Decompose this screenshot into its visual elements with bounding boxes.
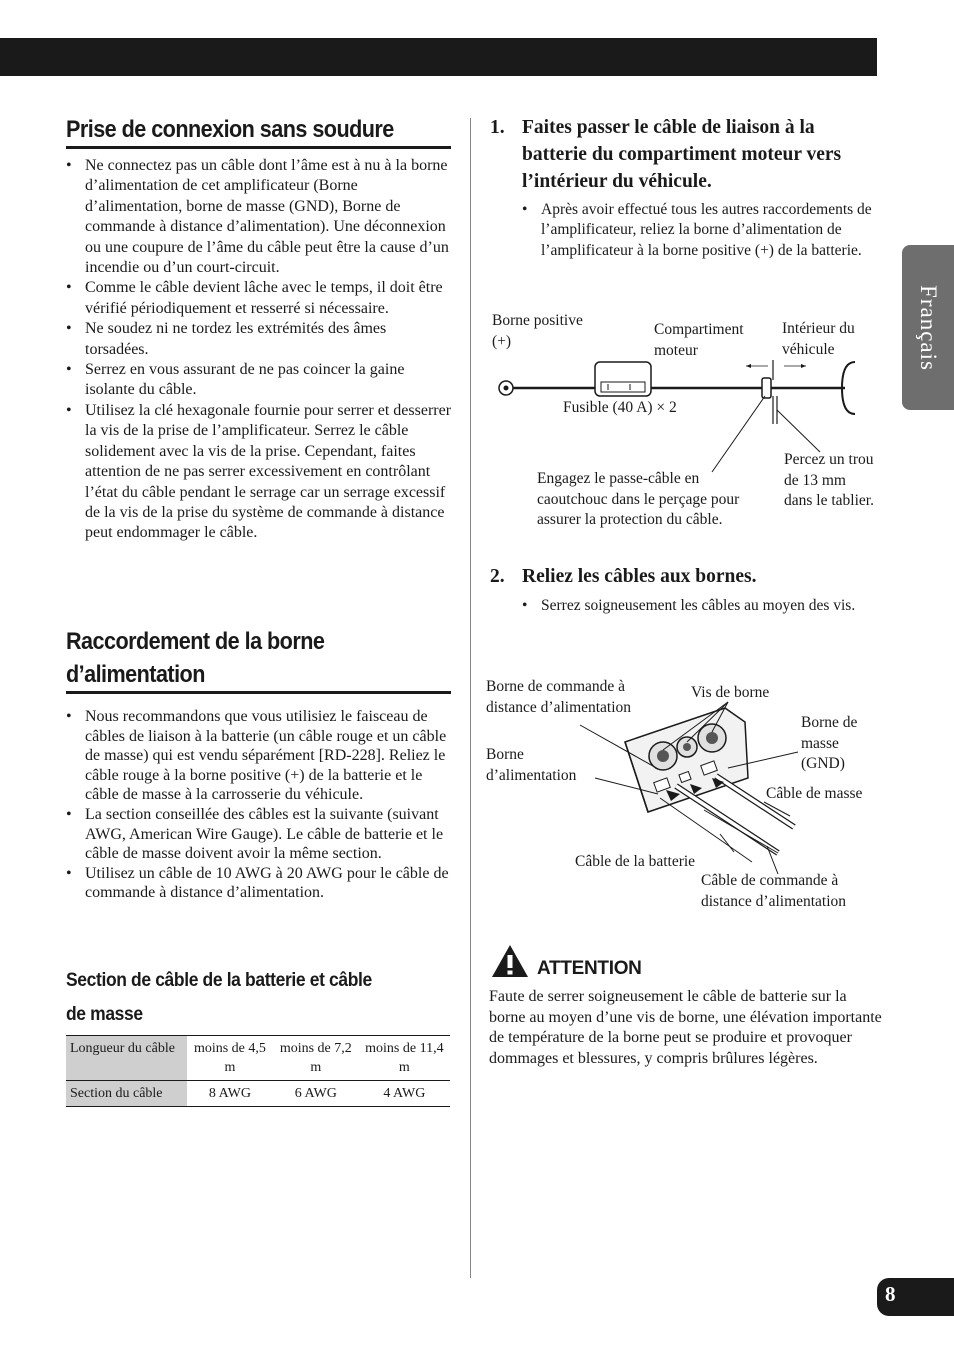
list-item: • Comme le câble devient lâche avec le temps, il doit être vérifié périodiquement et resserré si nécessaire. bbox=[66, 278, 452, 319]
label-fusible: Fusible (40 A) × 2 bbox=[563, 399, 677, 416]
label-cable-masse: Câble de masse bbox=[766, 785, 863, 802]
list-item: • Serrez soigneusement les câbles au moyen des vis. bbox=[522, 596, 867, 616]
table-row-header: Longueur du câble bbox=[66, 1036, 187, 1081]
list-item: • Nous recommandons que vous utilisiez le faisceau de câbles de liaison à la batterie (un câble rouge et un câble de masse) qui est vendu séparément [RD-228]. Reliez le câble rouge à la borne positive (+) de la batterie et le câble de masse à la carrosserie du véhicule. bbox=[66, 707, 452, 805]
page-number: 8 bbox=[885, 1282, 896, 1306]
attention-text: Faute de serrer soigneusement le câble de batterie sur la borne au moyen d’une vis de borne, une élévation importante de température de la borne peut se produire et provoquer dommages et blessures, y compris brûlures légères. bbox=[489, 988, 882, 1067]
label-compartiment: Compartiment moteur bbox=[654, 321, 744, 359]
label-masse: Borne de masse (GND) bbox=[801, 714, 858, 772]
label-borne-positive: Borne positive (+) bbox=[492, 312, 583, 350]
language-tab-label: Français bbox=[916, 284, 941, 371]
subsection-title-line: Section de câble de la batterie et câble bbox=[66, 970, 372, 991]
battery-terminal-hole bbox=[504, 386, 509, 391]
list-item: • Après avoir effectué tous les autres raccordements de l’amplificateur, reliez la borne d’alimentation de l’amplificateur à la borne positive (+) de la batterie. bbox=[522, 200, 874, 261]
section-rule bbox=[66, 691, 451, 694]
grommet bbox=[762, 378, 771, 398]
leader-line bbox=[712, 396, 765, 472]
table-cell: moins de 11,4 m bbox=[359, 1036, 450, 1081]
page-number-badge bbox=[877, 1278, 954, 1316]
step2-bullet-list bbox=[522, 596, 867, 616]
step1-bullet-list bbox=[522, 200, 874, 261]
table-cell: 4 AWG bbox=[359, 1081, 450, 1107]
language-tab bbox=[902, 245, 954, 410]
table-row bbox=[66, 1081, 450, 1107]
label-cable-batterie: Câble de la batterie bbox=[575, 853, 696, 870]
step-number: 2. bbox=[490, 566, 505, 587]
step-2 bbox=[490, 563, 875, 590]
section-title-line: d’alimentation bbox=[66, 661, 205, 688]
list-item: • La section conseillée des câbles est la suivante (suivant AWG, American Wire Gauge). Le câble de batterie et le câble de masse doivent avoir la même section. bbox=[66, 805, 452, 864]
attention-title: ATTENTION bbox=[537, 958, 642, 979]
label-cable-commande: Câble de commande à distance d’alimentation bbox=[701, 872, 847, 910]
table-cell: 8 AWG bbox=[187, 1081, 273, 1107]
soudure-bullet-list bbox=[66, 156, 452, 544]
label-interieur: Intérieur du véhicule bbox=[782, 320, 855, 358]
step-number: 1. bbox=[490, 117, 505, 138]
column-divider bbox=[470, 118, 471, 1278]
subsection-title bbox=[66, 964, 372, 1032]
table-row bbox=[66, 1036, 450, 1081]
table-cell: moins de 7,2 m bbox=[273, 1036, 359, 1081]
label-percez: Percez un trou de 13 mm dans le tablier. bbox=[784, 451, 874, 509]
list-item: • Utilisez un câble de 10 AWG à 20 AWG pour le câble de commande à distance d’alimentation. bbox=[66, 864, 452, 903]
table-row-header: Section du câble bbox=[66, 1081, 187, 1107]
table-cell: 6 AWG bbox=[273, 1081, 359, 1107]
label-vis: Vis de borne bbox=[691, 684, 770, 701]
cable-section-table bbox=[66, 1035, 450, 1107]
section-title-line: Raccordement de la borne bbox=[66, 628, 325, 655]
list-item: • Ne connectez pas un câble dont l’âme est à nu à la borne d’alimentation de cet amplificateur (Borne d’alimentation, borne de masse (GND), Borne de commande à distance d’alimentation). Une déconnexion ou une coupure de l’âme du câble peut être la cause d’un incendie ou d’un court-circuit. bbox=[66, 156, 452, 278]
label-engagez: Engagez le passe-câble en caoutchouc dans le perçage pour assurer la protection du câble. bbox=[537, 470, 740, 528]
list-item: • Utilisez la clé hexagonale fournie pour serrer et desserrer la vis de la prise de l’amplificateur. Serrez le câble solidement avec la vis de la prise. Cependant, faites attention de ne pas serrer excessivement en contrôlant l’état du câble pendant le serrage car un serrage excessif de la vis de la prise du système de commande à distance peut endommager le câble. bbox=[66, 401, 452, 544]
step-1 bbox=[490, 114, 875, 195]
warning-icon bbox=[490, 943, 530, 979]
section-rule bbox=[66, 146, 451, 149]
section-title-raccordement bbox=[66, 625, 324, 691]
list-item: • Serrez en vous assurant de ne pas coincer la gaine isolante du câble. bbox=[66, 360, 452, 401]
list-item: • Ne soudez ni ne tordez les extrémités des âmes torsadées. bbox=[66, 319, 452, 360]
step-title: Reliez les câbles aux bornes. bbox=[522, 566, 757, 587]
leader-line bbox=[720, 834, 734, 852]
step-title: Faites passer le câble de liaison à la batterie du compartiment moteur vers l’intérieur du véhicule. bbox=[522, 117, 842, 192]
raccordement-bullet-list bbox=[66, 707, 452, 903]
subsection-title-line: de masse bbox=[66, 1004, 143, 1025]
label-commande: Borne de commande à distance d’alimentation bbox=[486, 678, 632, 716]
section-title-soudure: Prise de connexion sans soudure bbox=[66, 116, 394, 143]
header-bar bbox=[0, 38, 877, 76]
table-cell: moins de 4,5 m bbox=[187, 1036, 273, 1081]
leader-line bbox=[777, 410, 820, 452]
label-alimentation: Borne d’alimentation bbox=[486, 746, 577, 784]
